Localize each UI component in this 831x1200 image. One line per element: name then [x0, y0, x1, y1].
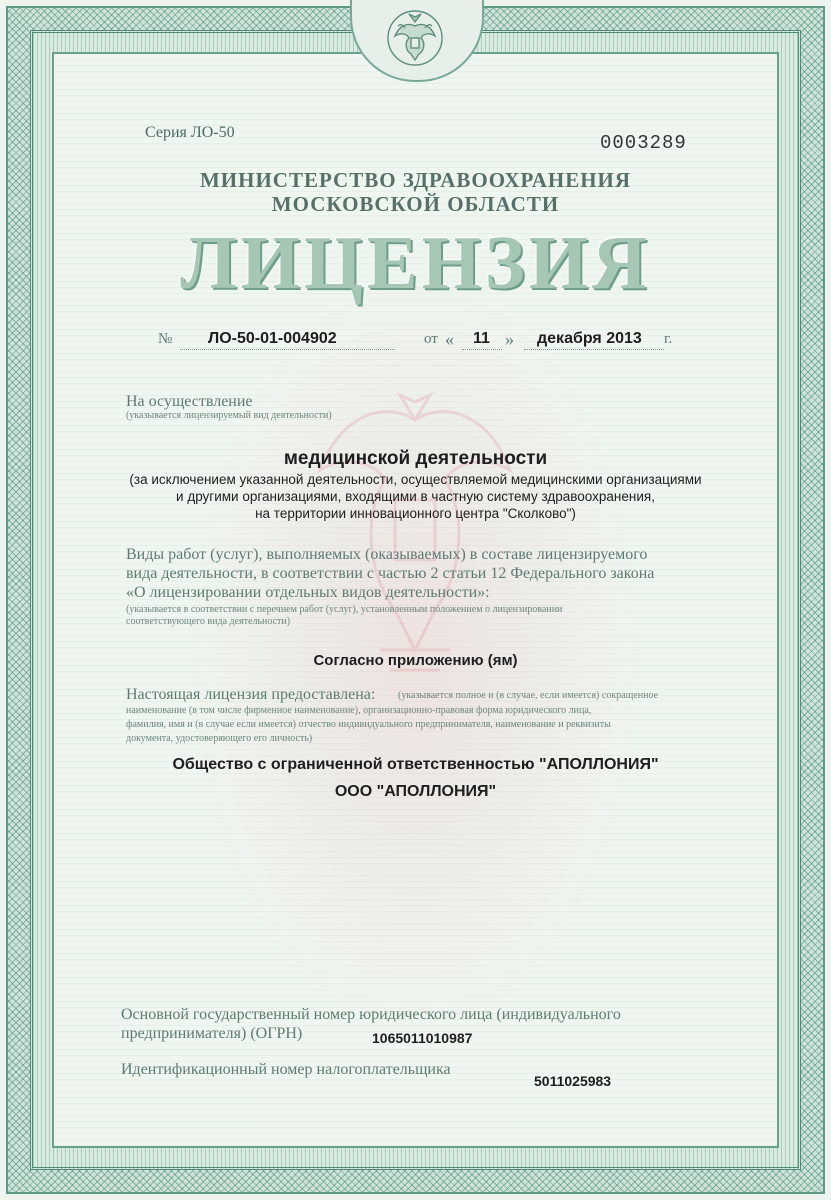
activity-label: На осуществление: [126, 393, 253, 410]
licensee-full-name: Общество с ограниченной ответственностью "АПОЛЛОНИЯ": [172, 756, 659, 773]
blank-number: 0003289: [600, 132, 687, 154]
license-day: 11: [473, 330, 490, 347]
document-title: ЛИЦЕНЗИЯ: [180, 221, 651, 305]
license-number: ЛО-50-01-004902: [208, 330, 337, 347]
licensee-short-name: ООО "АПОЛЛОНИЯ": [334, 783, 497, 800]
ministry-name-line2: МОСКОВСКОЙ ОБЛАСТИ: [271, 192, 560, 216]
works-hint-line: (указывается в соответствии с перечнем работ (услуг), установленным положением о лицензировании: [126, 604, 563, 615]
ogrn-value: 1065011010987: [372, 1030, 473, 1046]
activity-note-line: на территории инновационного центра "Сколково"): [255, 506, 576, 521]
works-label-line: «О лицензировании отдельных видов деятельности»:: [126, 584, 490, 601]
works-value: Согласно приложению (ям): [313, 652, 518, 669]
activity-name: медицинской деятельности: [283, 448, 548, 469]
ogrn-label-line2: предпринимателя) (ОГРН): [121, 1025, 303, 1042]
licensee-hint-line: документа, удостоверяющего его личность): [126, 733, 313, 744]
licensee-hint-line: фамилия, имя и (в случае если имеется) отчество индивидуального предпринимателя, наименование и реквизиты: [126, 719, 611, 730]
series-label: Серия ЛО-50: [145, 124, 235, 141]
activity-hint: (указывается лицензируемый вид деятельности): [126, 410, 332, 421]
works-hint-line: соответствующего вида деятельности): [126, 616, 291, 627]
activity-note-line: (за исключением указанной деятельности, осуществляемой медицинскими организациями: [129, 472, 702, 487]
year-suffix: г.: [664, 331, 673, 347]
works-label-line: Виды работ (услуг), выполняемых (оказываемых) в составе лицензируемого: [126, 546, 648, 563]
license-month-year: декабря 2013: [537, 330, 642, 347]
day-underline: [462, 349, 502, 350]
licensee-hint-first: (указывается полное и (в случае, если имеется) сокращенное: [398, 690, 659, 701]
month-underline: [524, 349, 664, 350]
day-close-quote: »: [505, 329, 514, 349]
activity-note-line: и другими организациями, входящими в частную систему здравоохранения,: [176, 489, 655, 504]
licensee-hint-line: наименование (в том числе фирменное наименование), организационно-правовая форма юридического лица,: [126, 705, 592, 716]
number-sign: №: [158, 331, 173, 347]
day-open-quote: «: [445, 329, 454, 349]
inn-label: Идентификационный номер налогоплательщика: [121, 1061, 451, 1078]
ogrn-label-line1: Основной государственный номер юридического лица (индивидуального: [121, 1006, 621, 1023]
licensee-label: Настоящая лицензия предоставлена:: [126, 686, 376, 703]
number-underline: [180, 349, 395, 350]
date-from-label: от: [424, 331, 438, 347]
double-headed-eagle-emblem-icon: [385, 8, 445, 70]
works-label-line: вида деятельности, в соответствии с частью 2 статьи 12 Федерального закона: [126, 565, 655, 582]
inn-value: 5011025983: [534, 1073, 612, 1089]
ministry-name-line1: МИНИСТЕРСТВО ЗДРАВООХРАНЕНИЯ: [199, 168, 632, 192]
